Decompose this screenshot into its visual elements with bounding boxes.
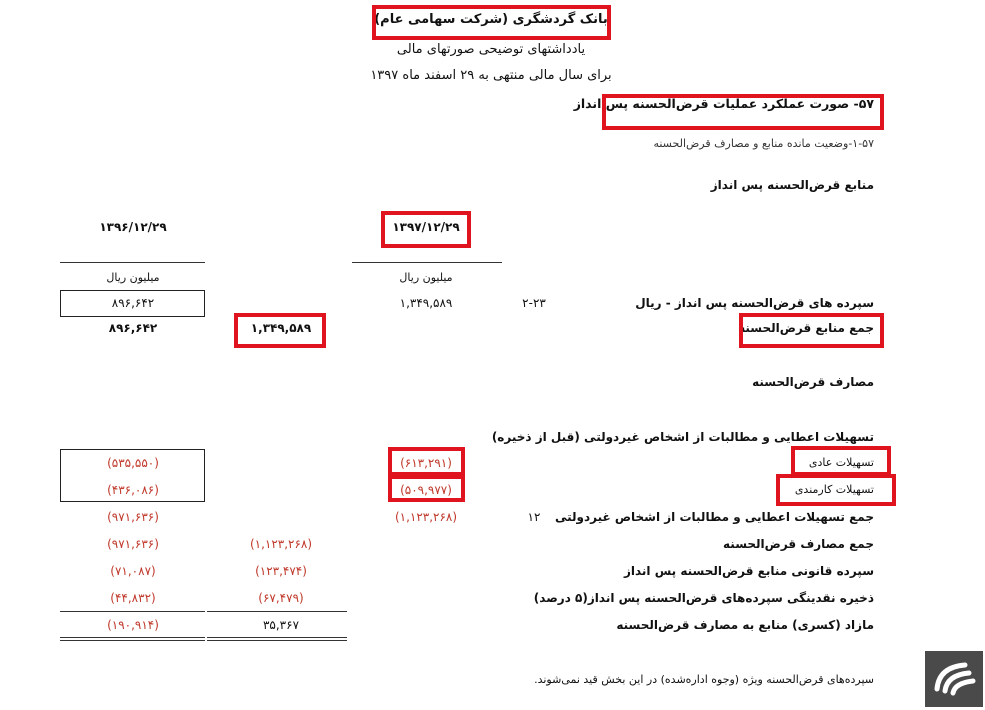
legal-reserve-1397: (۱۲۳,۴۷۴) [255, 564, 307, 578]
section-title: ۵۷- صورت عملکرد عملیات قرض‌الحسنه پس انداز [573, 96, 874, 111]
rule-net-1397 [207, 611, 347, 612]
uses-total-1397: (۱,۱۲۳,۲۶۸) [249, 537, 313, 551]
highlight-date-1397 [381, 211, 471, 248]
regular-loans-1397: (۶۱۳,۲۹۱) [400, 456, 452, 470]
legal-reserve-label: سپرده قانونی منابع قرض‌الحسنه پس انداز [623, 564, 874, 578]
net-surplus-1397: ۳۵,۳۶۷ [262, 618, 300, 632]
liquidity-reserve-1396: (۴۴,۸۳۲) [110, 591, 156, 605]
highlight-regular-label [791, 446, 891, 476]
sources-total-1397: ۱,۳۴۹,۵۸۹ [250, 321, 312, 335]
column-rule-1397 [352, 262, 502, 263]
highlight-regular-1397 [388, 447, 465, 476]
liquidity-reserve-1397: (۶۷,۴۷۹) [258, 591, 304, 605]
net-surplus-label: مازاد (کسری) منابع به مصارف قرض‌الحسنه [616, 618, 874, 632]
column-date-1396: ۱۳۹۶/۱۲/۲۹ [99, 220, 167, 234]
highlight-total-1397 [234, 313, 326, 348]
uses-total-1396: (۹۷۱,۶۳۶) [107, 537, 159, 551]
watermark-logo-icon [925, 651, 983, 707]
bank-name: بانک گردشگری (شرکت سهامی عام) [374, 12, 608, 27]
deposits-note: ۲-۲۳ [522, 296, 546, 310]
loans-heading: تسهیلات اعطایی و مطالبات از اشخاص غیردولتی (قبل از ذخیره) [491, 430, 874, 444]
sources-total-label: جمع منابع قرض‌الحسنه [738, 321, 874, 335]
deposits-label: سپرده های قرض‌الحسنه پس انداز - ریال [635, 296, 874, 310]
highlight-section-title [602, 94, 884, 130]
column-date-1397: ۱۳۹۷/۱۲/۲۹ [392, 220, 460, 234]
report-subtitle: یادداشتهای توضیحی صورتهای مالی [396, 42, 586, 57]
uses-heading: مصارف قرض‌الحسنه [752, 375, 874, 389]
loans-total-1396: (۹۷۱,۶۳۶) [107, 510, 159, 524]
loans-total-1397: (۱,۱۲۳,۲۶۸) [394, 510, 458, 524]
sources-total-1396: ۸۹۶,۶۴۲ [108, 321, 158, 335]
highlight-staff-1397 [388, 475, 465, 502]
column-rule-1396 [60, 262, 205, 263]
report-period: برای سال مالی منتهی به ۲۹ اسفند ماه ۱۳۹۷ [370, 68, 612, 83]
liquidity-reserve-label: ذخیره نقدینگی سپرده‌های قرض‌الحسنه پس انداز(۵ درصد) [533, 591, 874, 605]
regular-loans-label: تسهیلات عادی [808, 456, 874, 469]
legal-reserve-1396: (۷۱,۰۸۷) [110, 564, 156, 578]
sources-heading: منابع قرض‌الحسنه پس انداز [710, 178, 874, 192]
footnote: سپرده‌های قرض‌الحسنه ویژه (وجوه اداره‌شده) در این بخش قید نمی‌شوند. [534, 673, 874, 686]
column-unit-1397: میلیون ریال [399, 271, 453, 284]
deposits-1397: ۱,۳۴۹,۵۸۹ [399, 296, 453, 310]
column-unit-1396: میلیون ریال [106, 271, 160, 284]
net-surplus-1396: (۱۹۰,۹۱۴) [107, 618, 159, 632]
double-rule-1397 [207, 637, 347, 641]
section-subtitle: ۱-۵۷-وضعیت مانده منابع و مصارف قرض‌الحسنه [653, 137, 874, 150]
rule-net-1396 [60, 611, 205, 612]
loans-total-note: ۱۲ [527, 510, 541, 524]
staff-loans-1396: (۴۳۶,۰۸۶) [107, 483, 159, 497]
uses-total-label: جمع مصارف قرض‌الحسنه [723, 537, 874, 551]
double-rule-1396 [60, 637, 205, 641]
highlight-sources-total-label [739, 313, 884, 348]
staff-loans-label: تسهیلات کارمندی [794, 483, 874, 496]
highlight-bank-name [372, 5, 611, 40]
loans-total-label: جمع تسهیلات اعطایی و مطالبات از اشخاص غیردولتی [554, 510, 874, 524]
highlight-staff-label [776, 474, 896, 506]
regular-loans-1396: (۵۳۵,۵۵۰) [107, 456, 159, 470]
staff-loans-1397: (۵۰۹,۹۷۷) [400, 483, 452, 497]
deposits-1396: ۸۹۶,۶۴۲ [111, 296, 155, 310]
